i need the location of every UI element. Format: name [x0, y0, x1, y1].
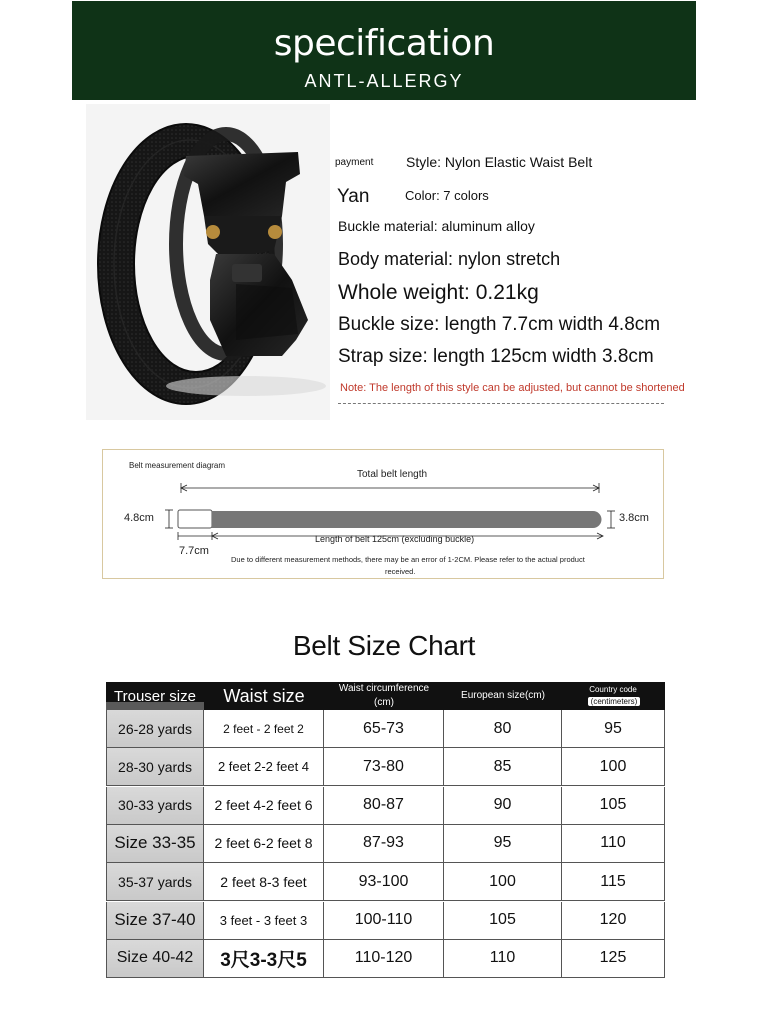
diagram-title: Belt measurement diagram [129, 461, 226, 470]
header-waist-circ: Waist circumference [338, 683, 430, 694]
trouser-size-cell: 28-30 yards [106, 748, 204, 786]
country-code-cell: 125 [562, 940, 665, 978]
waist-circ-cell: 110-120 [324, 940, 444, 978]
belt-length-label: Length of belt 125cm (excluding buckle) [315, 534, 475, 544]
dashed-divider [338, 403, 664, 404]
trouser-size-cell: 30-33 yards [106, 787, 204, 825]
waist-circ-cell: 87-93 [324, 825, 444, 863]
trouser-size-cell: 26-28 yards [106, 710, 204, 748]
buckle-width-label: 4.8cm [124, 512, 154, 524]
european-size-cell: 105 [444, 902, 562, 940]
waist-size-cell: 2 feet 4-2 feet 6 [204, 787, 324, 825]
buckle-length-label: 7.7cm [179, 545, 209, 557]
trouser-size-cell: Size 40-42 [106, 940, 204, 978]
waist-circ-cell: 100-110 [324, 902, 444, 940]
spec-color: Color: 7 colors [405, 188, 489, 203]
waist-circ-cell: 73-80 [324, 748, 444, 786]
table-row [106, 710, 665, 748]
trouser-size-cell: 35-37 yards [106, 863, 204, 901]
table-row [106, 825, 665, 863]
waist-circ-cell: 80-87 [324, 787, 444, 825]
spec-strap-size: Strap size: length 125cm width 3.8cm [338, 346, 654, 367]
header-banner [72, 1, 696, 100]
header-country-code-unit: (centimeters) [588, 697, 640, 706]
waist-circ-cell: 65-73 [324, 710, 444, 748]
measurement-note: Due to different measurement methods, there may be an error of 1-2CM. Please refer to the actual product [231, 555, 585, 564]
spec-buckle-material: Buckle material: aluminum alloy [338, 218, 535, 234]
header-waist-size: Waist size [223, 686, 305, 706]
header-european-size: European size(cm) [461, 690, 545, 701]
table-row [106, 863, 665, 901]
waist-size-cell: 2 feet 2-2 feet 4 [204, 748, 324, 786]
header-country-code: Country code [589, 685, 637, 694]
waist-size-cell: 3尺3-3尺5 [204, 940, 324, 978]
size-chart-table [106, 682, 665, 978]
spec-body-material: Body material: nylon stretch [338, 249, 561, 269]
european-size-cell: 85 [444, 748, 562, 786]
header-waist-circ-unit: (cm) [374, 697, 394, 708]
waist-circ-cell: 93-100 [324, 863, 444, 901]
total-length-label: Total belt length [357, 469, 428, 480]
table-row [106, 787, 665, 825]
country-code-cell: 120 [562, 902, 665, 940]
country-code-cell: 110 [562, 825, 665, 863]
trouser-size-cell: Size 33-35 [106, 825, 204, 863]
table-header [106, 682, 665, 710]
measurement-note-2: received. [385, 567, 416, 576]
european-size-cell: 90 [444, 787, 562, 825]
trouser-size-cell: Size 37-40 [106, 902, 204, 940]
table-row [106, 902, 665, 940]
spec-buckle-size: Buckle size: length 7.7cm width 4.8cm [338, 314, 661, 335]
waist-size-cell: 2 feet 6-2 feet 8 [204, 825, 324, 863]
waist-size-cell: 2 feet 8-3 feet [204, 863, 324, 901]
spec-yan: Yan [337, 186, 370, 207]
country-code-cell: 115 [562, 863, 665, 901]
european-size-cell: 80 [444, 710, 562, 748]
spec-note: Note: The length of this style can be adjusted, but cannot be shortened [340, 382, 685, 394]
page-title: specification [273, 23, 495, 64]
header-trouser-size: Trouser size [114, 688, 196, 705]
spec-weight: Whole weight: 0.21kg [338, 281, 539, 304]
size-chart-title: Belt Size Chart [292, 630, 476, 661]
page-subtitle: ANTL-ALLERGY [304, 71, 464, 91]
table-row [106, 940, 665, 978]
table-row [106, 748, 665, 786]
belt-measurement-diagram [102, 449, 664, 579]
country-code-cell: 95 [562, 710, 665, 748]
strap-width-label: 3.8cm [619, 512, 649, 524]
country-code-cell: 100 [562, 748, 665, 786]
country-code-cell: 105 [562, 787, 665, 825]
european-size-cell: 100 [444, 863, 562, 901]
payment-label: payment [335, 157, 374, 168]
european-size-cell: 95 [444, 825, 562, 863]
european-size-cell: 110 [444, 940, 562, 978]
waist-size-cell: 2 feet - 2 feet 2 [204, 710, 324, 748]
belt-product-image [86, 104, 330, 420]
spec-style: Style: Nylon Elastic Waist Belt [406, 154, 593, 170]
waist-size-cell: 3 feet - 3 feet 3 [204, 902, 324, 940]
